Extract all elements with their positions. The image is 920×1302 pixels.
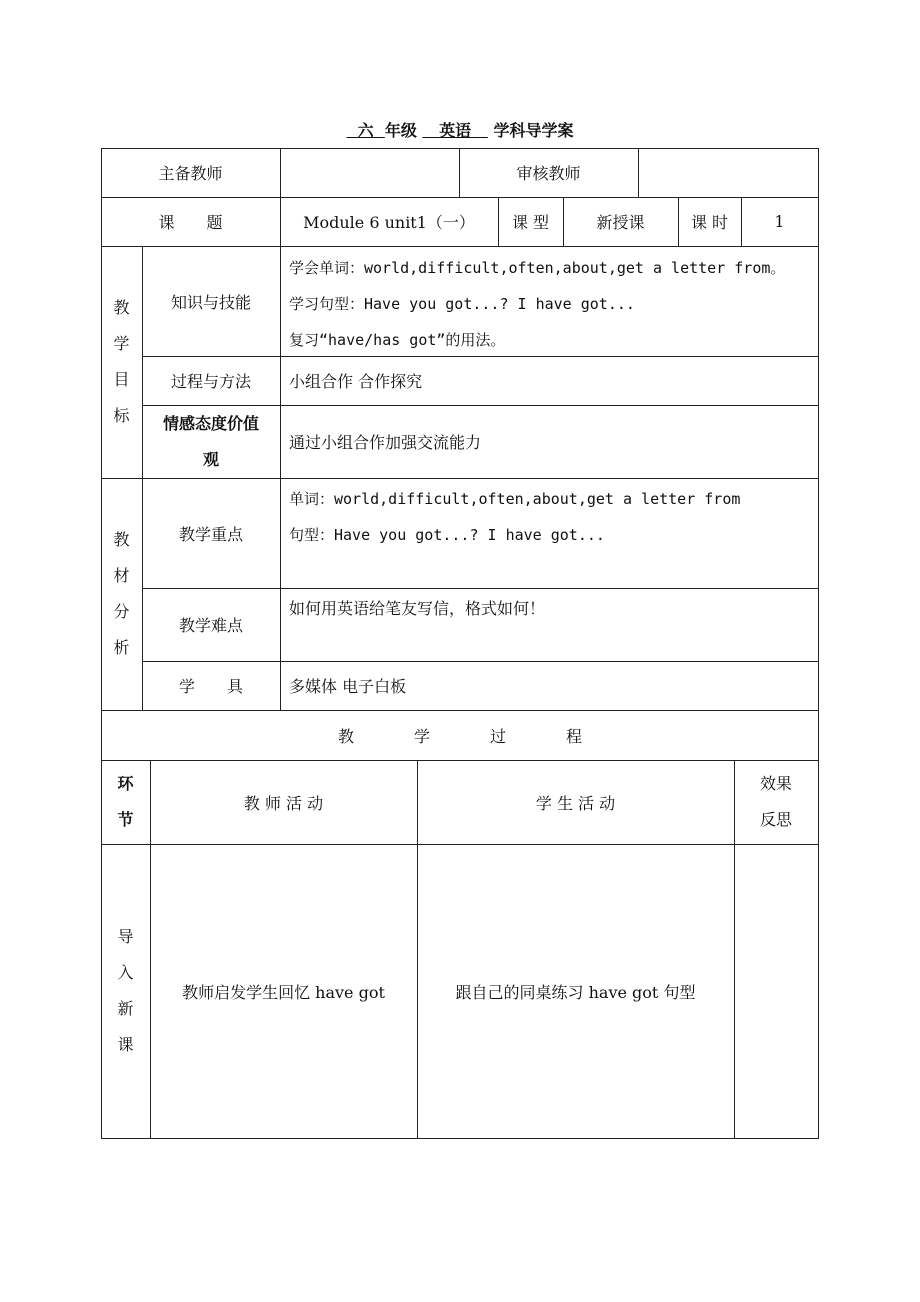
col-student-header: 学 生 活 动 (535, 793, 616, 813)
col-teacher-header: 教 师 活 动 (243, 793, 324, 813)
main-teacher-label: 主备教师 (158, 164, 223, 183)
topic-value: Module 6 unit1（一） (303, 213, 475, 232)
topic-label: 课 题 (158, 213, 223, 232)
lesson-type-label: 课 型 (511, 213, 550, 232)
tools-label: 学 具 (178, 677, 243, 696)
table-row-stage: 导 入 新 课 (117, 927, 134, 1054)
page-title (0, 118, 920, 141)
emotion-value: 通过小组合作加强交流能力 (289, 433, 482, 452)
review-teacher-field[interactable] (638, 148, 818, 197)
process-method-label: 过程与方法 (170, 372, 251, 391)
subject-underlined: 英语 (439, 121, 472, 140)
difficult-points-value: 如何用英语给笔友写信，格式如何！ (289, 599, 546, 618)
key-points-label: 教学重点 (178, 524, 243, 544)
knowledge-label: 知识与技能 (170, 292, 251, 312)
col-stage-header: 环 节 (117, 774, 134, 829)
table-row-student-activity: 跟自己的同桌练习 have got 句型 (455, 982, 696, 1002)
emotion-label: 情感态度价值 观 (162, 413, 259, 469)
period-label: 课 时 (690, 213, 729, 232)
objectives-section-label: 教 学 目 标 (113, 298, 130, 425)
key-points-content: 单词：world,difficult,often,about,get a letter from 句型：Have you got...? I have got... (289, 490, 741, 544)
grade-suffix: 年级 (384, 121, 417, 140)
analysis-section-label: 教 材 分 析 (113, 530, 130, 657)
review-teacher-label: 审核教师 (516, 164, 581, 183)
table-row-reflection[interactable] (734, 844, 818, 1138)
difficult-points-label: 教学难点 (178, 616, 243, 635)
doc-name: 学科导学案 (493, 121, 574, 140)
main-teacher-field[interactable] (280, 148, 459, 197)
process-heading: 教 学 过 程 (337, 726, 583, 746)
table-row-teacher-activity: 教师启发学生回忆 have got (182, 982, 385, 1002)
tools-value: 多媒体 电子白板 (289, 677, 407, 696)
grade-underlined: 六 (357, 121, 374, 140)
period-value: 1 (774, 212, 785, 231)
knowledge-content: 学会单词：world,difficult,often,about,get a letter from。 学习句型：Have you got...? I have got... 复习“have/has got”的用法。 (289, 259, 786, 349)
col-reflect-header: 效果 反思 (759, 774, 792, 829)
lesson-type-value: 新授课 (596, 213, 645, 232)
process-method-value: 小组合作 合作探究 (289, 372, 423, 391)
